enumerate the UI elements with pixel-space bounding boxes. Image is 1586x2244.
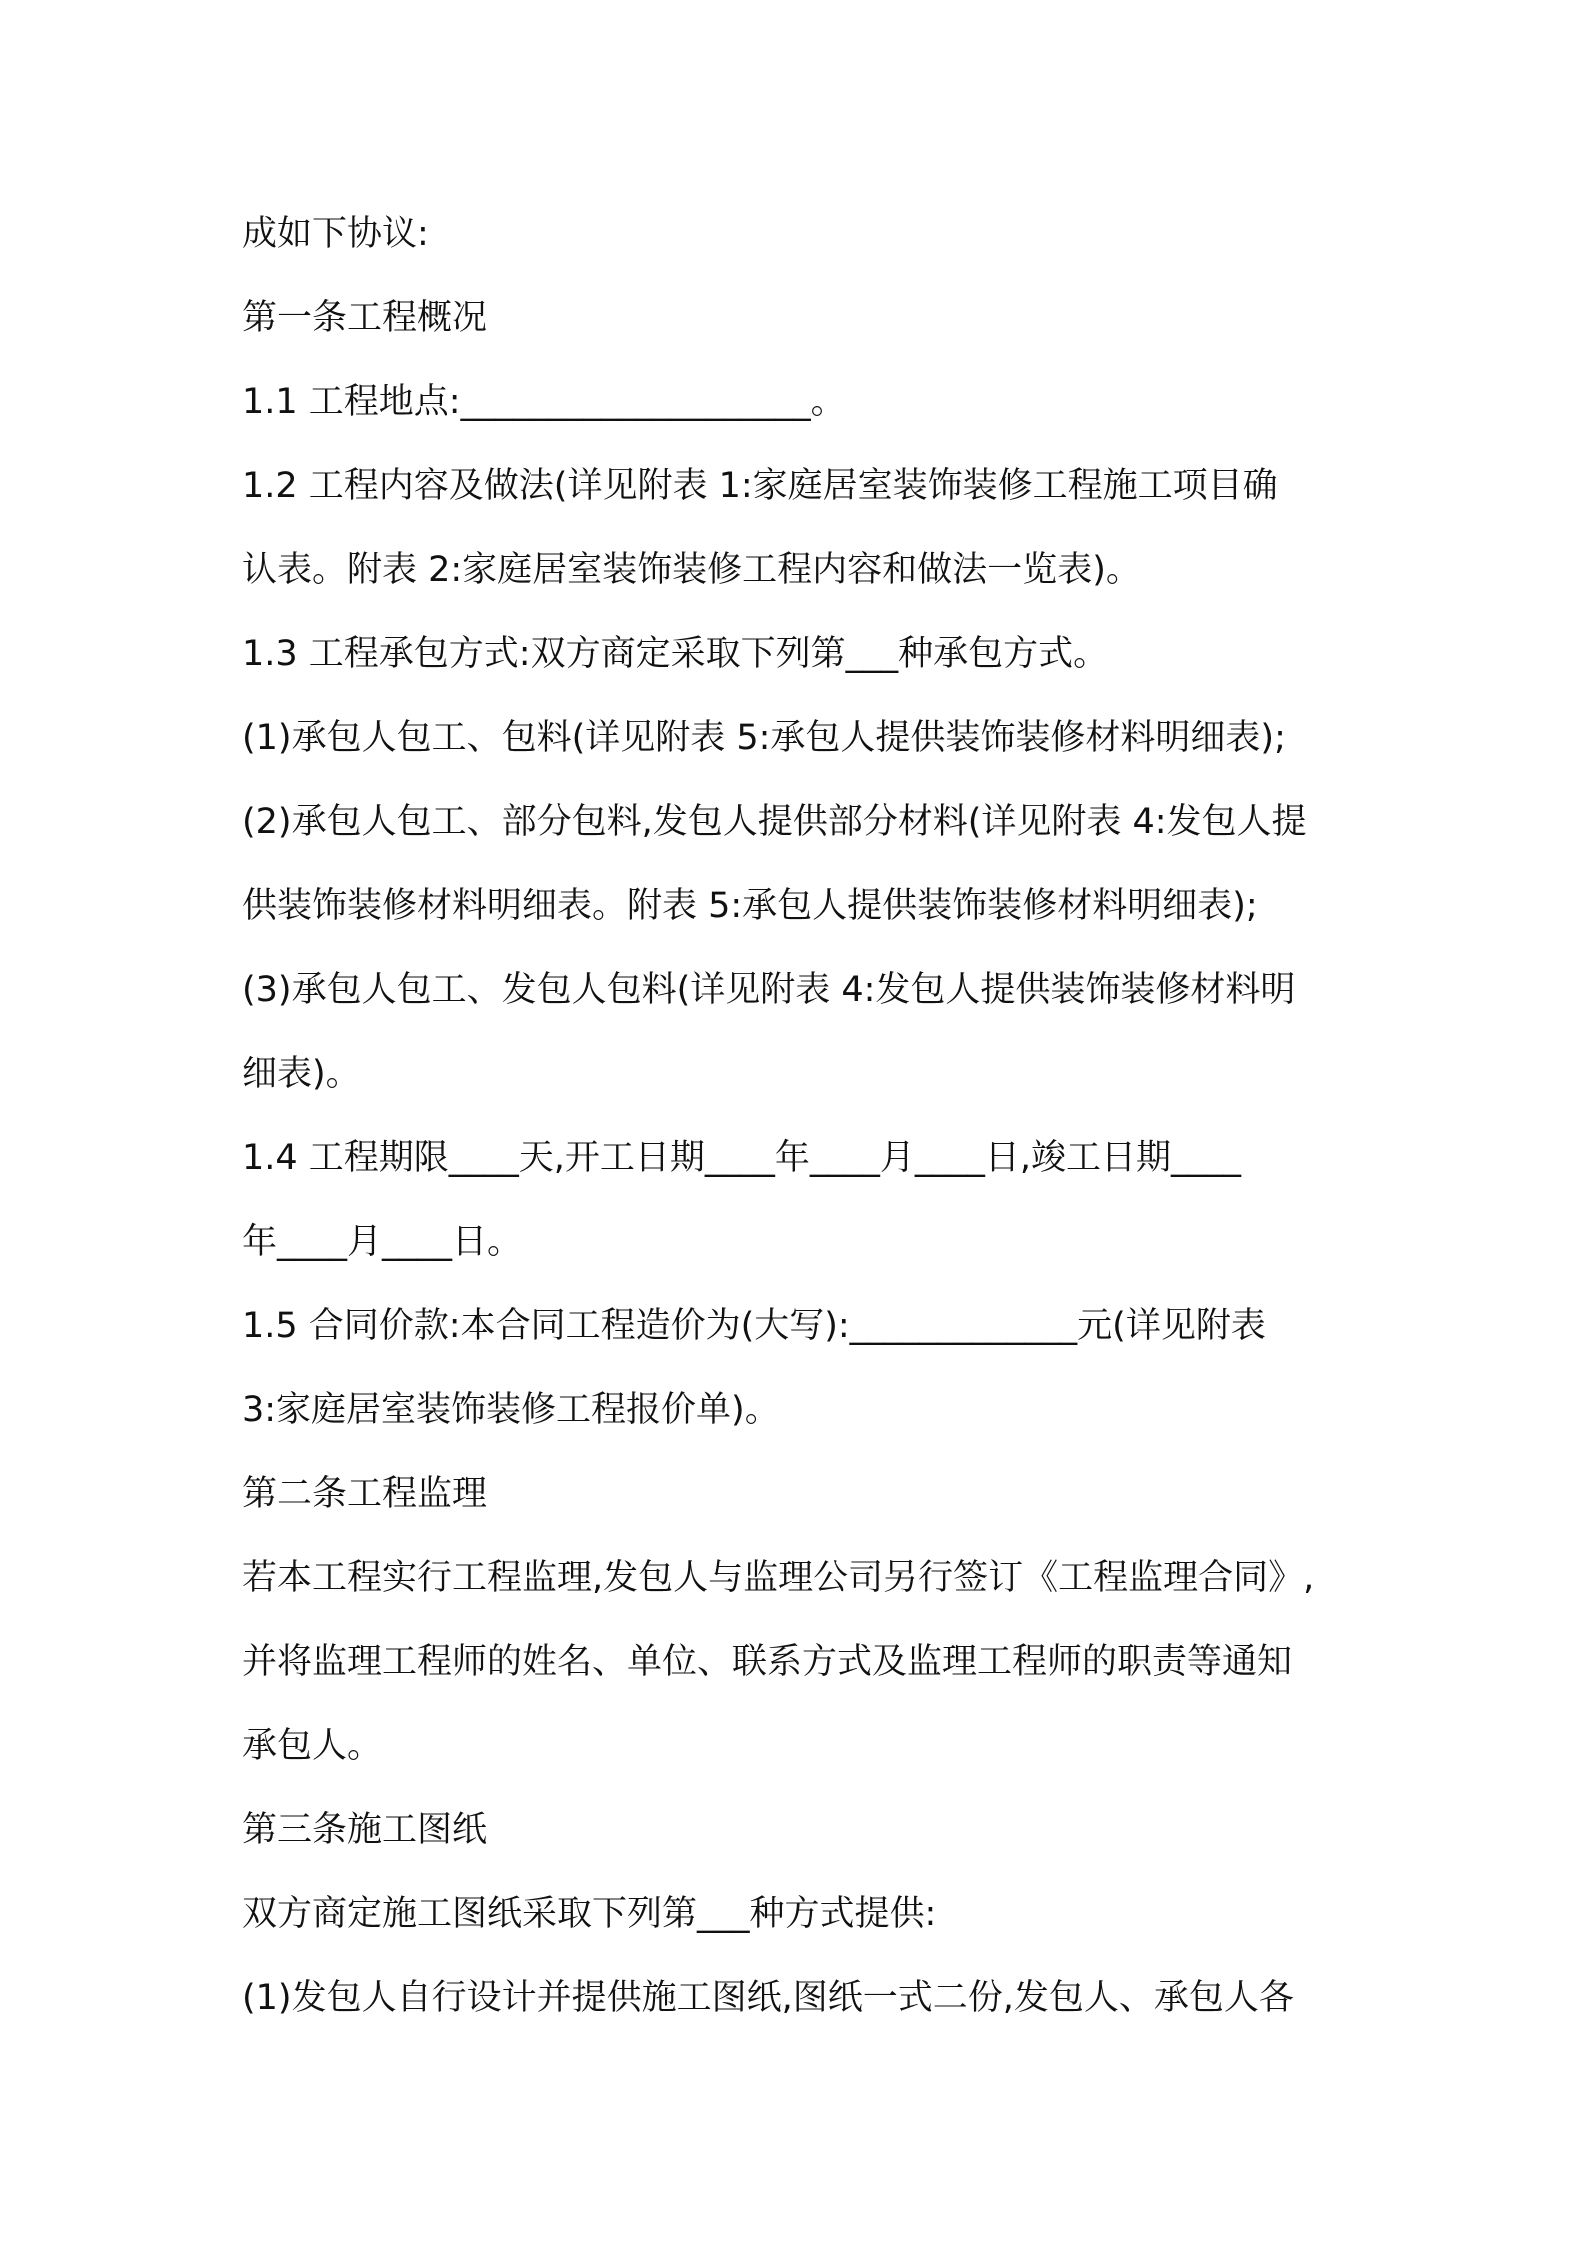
option-line: (2)承包人包工、部分包料,发包人提供部分材料(详见附表 4:发包人提	[242, 802, 1307, 842]
option-line: (1)发包人自行设计并提供施工图纸,图纸一式二份,发包人、承包人各	[242, 1978, 1294, 2018]
clause-line: 3:家庭居室装饰装修工程报价单)。	[242, 1390, 780, 1430]
section-heading: 第三条施工图纸	[242, 1810, 488, 1850]
option-line: (3)承包人包工、发包人包料(详见附表 4:发包人提供装饰装修材料明	[242, 970, 1296, 1010]
section-heading: 第一条工程概况	[242, 298, 488, 338]
section-heading: 第二条工程监理	[242, 1474, 488, 1514]
clause-line: 年____月____日。	[242, 1222, 523, 1262]
clause-line: 1.4 工程期限____天,开工日期____年____月____日,竣工日期____	[242, 1138, 1242, 1178]
clause-line: 认表。附表 2:家庭居室装饰装修工程内容和做法一览表)。	[242, 550, 1141, 590]
clause-line: 1.2 工程内容及做法(详见附表 1:家庭居室装饰装修工程施工项目确	[242, 466, 1278, 506]
option-line: (1)承包人包工、包料(详见附表 5:承包人提供装饰装修材料明细表);	[242, 718, 1286, 758]
paragraph-line: 承包人。	[242, 1726, 383, 1766]
clause-line: 1.3 工程承包方式:双方商定采取下列第___种承包方式。	[242, 634, 1109, 674]
clause-line: 1.1 工程地点:____________________。	[242, 382, 846, 422]
clause-line: 1.5 合同价款:本合同工程造价为(大写):_____________元(详见附表	[242, 1306, 1266, 1346]
option-line: 供装饰装修材料明细表。附表 5:承包人提供装饰装修材料明细表);	[242, 886, 1258, 926]
paragraph-line: 若本工程实行工程监理,发包人与监理公司另行签订《工程监理合同》,	[242, 1558, 1315, 1598]
option-line: 细表)。	[242, 1054, 361, 1094]
document-body	[242, 192, 1352, 2040]
text-line: 成如下协议:	[242, 214, 429, 254]
paragraph-line: 双方商定施工图纸采取下列第___种方式提供:	[242, 1894, 937, 1934]
paragraph-line: 并将监理工程师的姓名、单位、联系方式及监理工程师的职责等通知	[242, 1642, 1293, 1682]
